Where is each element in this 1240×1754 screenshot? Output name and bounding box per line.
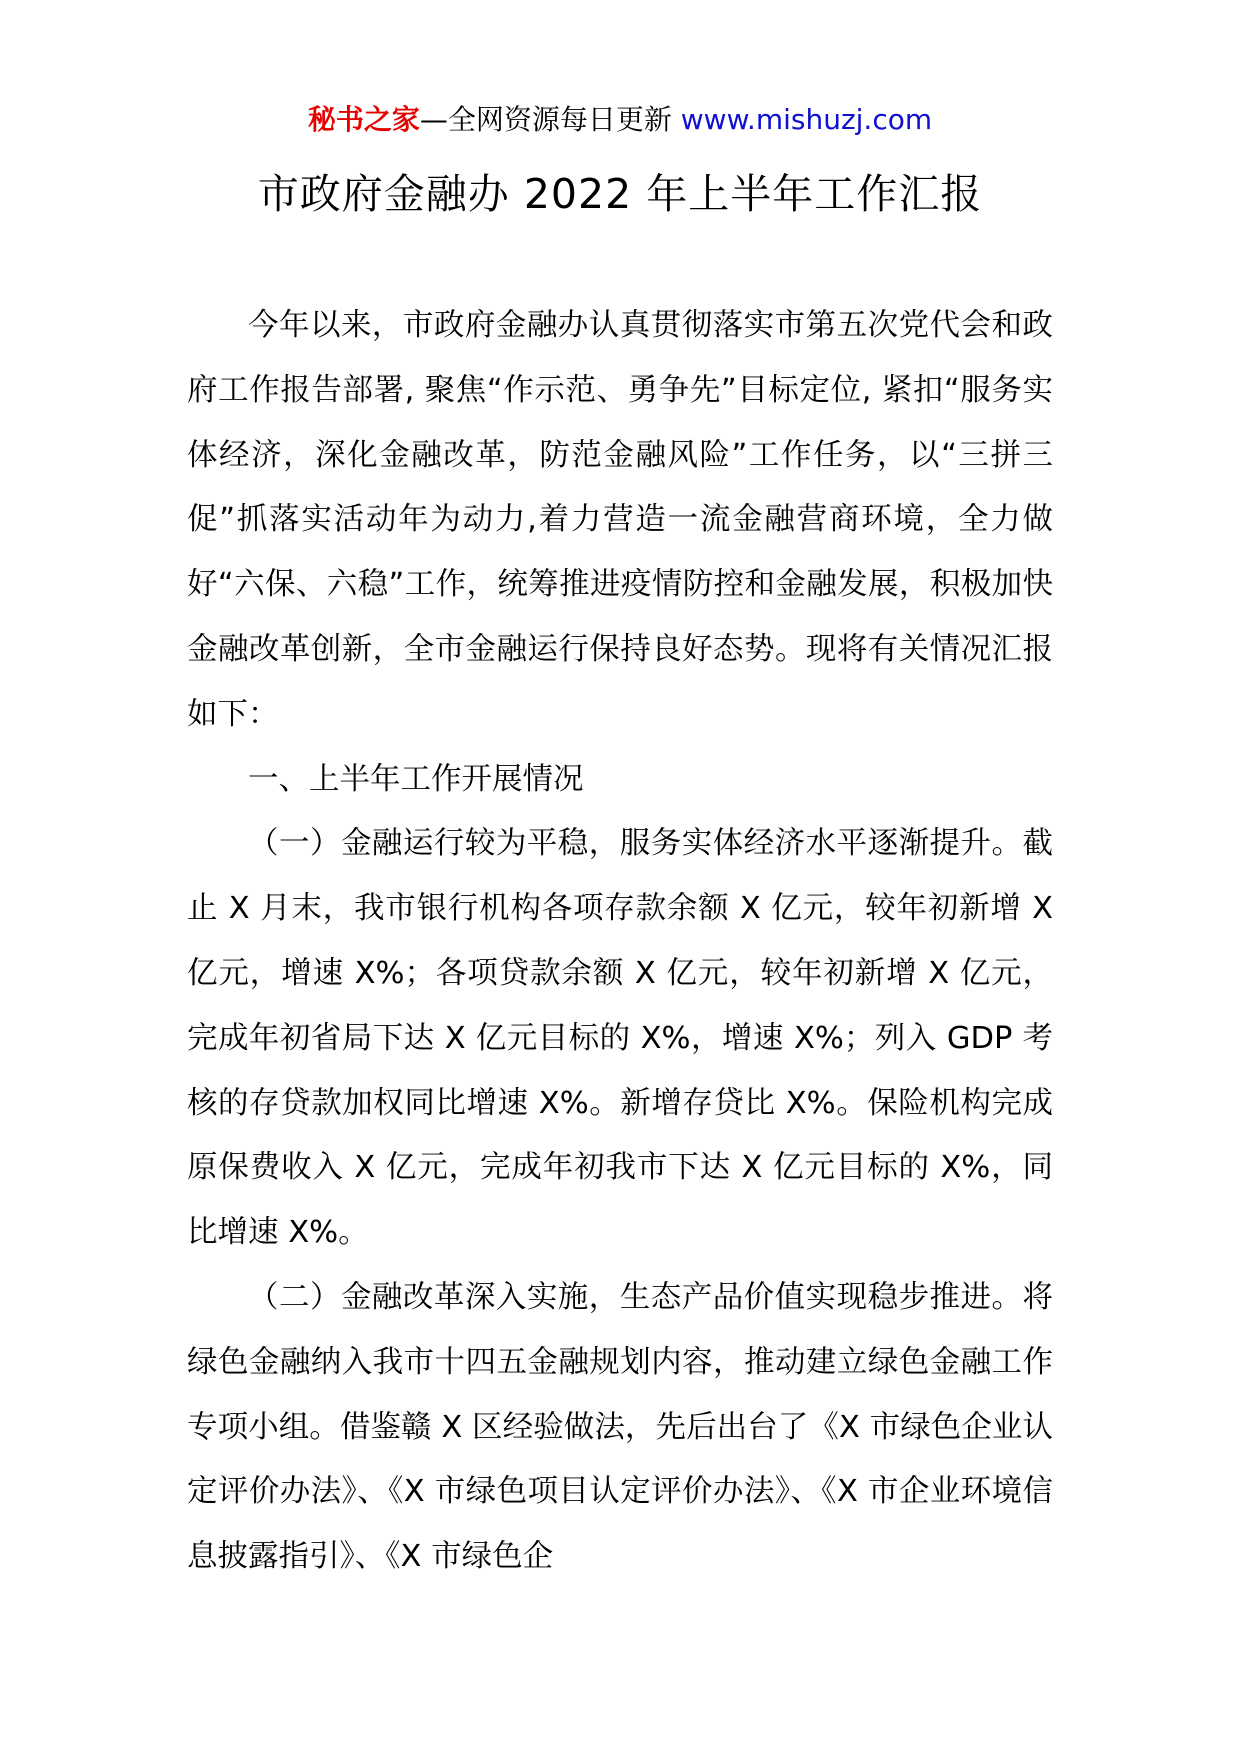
brand-name: 秘书之家 [307, 103, 420, 136]
header-tagline: —全网资源每日更新 [419, 103, 681, 136]
paragraph-finance-reform: （二）金融改革深入实施，生态产品价值实现稳步推进。将绿色金融纳入我市十四五金融规划内容，推动建立绿色金融工作专项小组。借鉴赣 X 区经验做法，先后出台了《X 市绿色企业认定评价办法》、《X 市绿色项目认定评价办法》、《X 市企业环境信息披露指引》、《X 市绿色企 [187, 1279, 1053, 1575]
document-body [187, 294, 1053, 1590]
site-header [0, 100, 1240, 140]
section-heading: 一、上半年工作开展情况 [248, 761, 584, 797]
document-title: 市政府金融办 2022 年上半年工作汇报 [257, 170, 983, 218]
intro-paragraph: 今年以来，市政府金融办认真贯彻落实市第五次党代会和政府工作报告部署, 聚焦“作示范、勇争先”目标定位, 紧扣“服务实体经济，深化金融改革，防范金融风险”工作任务，以“三拼三促”抓落实活动年为动力,着力营造一流金融营商环境，全力做好“六保、六稳”工作，统筹推进疫情防控和金融发展，积极加快金融改革创新，全市金融运行保持良好态势。现将有关情况汇报如下： [187, 308, 1053, 732]
paragraph-finance-operation: （一）金融运行较为平稳，服务实体经济水平逐渐提升。截止 X 月末，我市银行机构各项存款余额 X 亿元，较年初新增 X 亿元，增速 X%；各项贷款余额 X 亿元，较年初新增 X 亿元，完成年初省局下达 X 亿元目标的 X%，增速 X%；列入 GDP 考核的存贷款加权同比增速 X%。新增存贷比 X%。保险机构完成原保费收入 X 亿元，完成年初我市下达 X 亿元目标的 X%，同比增速 X%。 [187, 826, 1053, 1251]
site-url-link[interactable]: www.mishuzj.com [680, 103, 933, 136]
